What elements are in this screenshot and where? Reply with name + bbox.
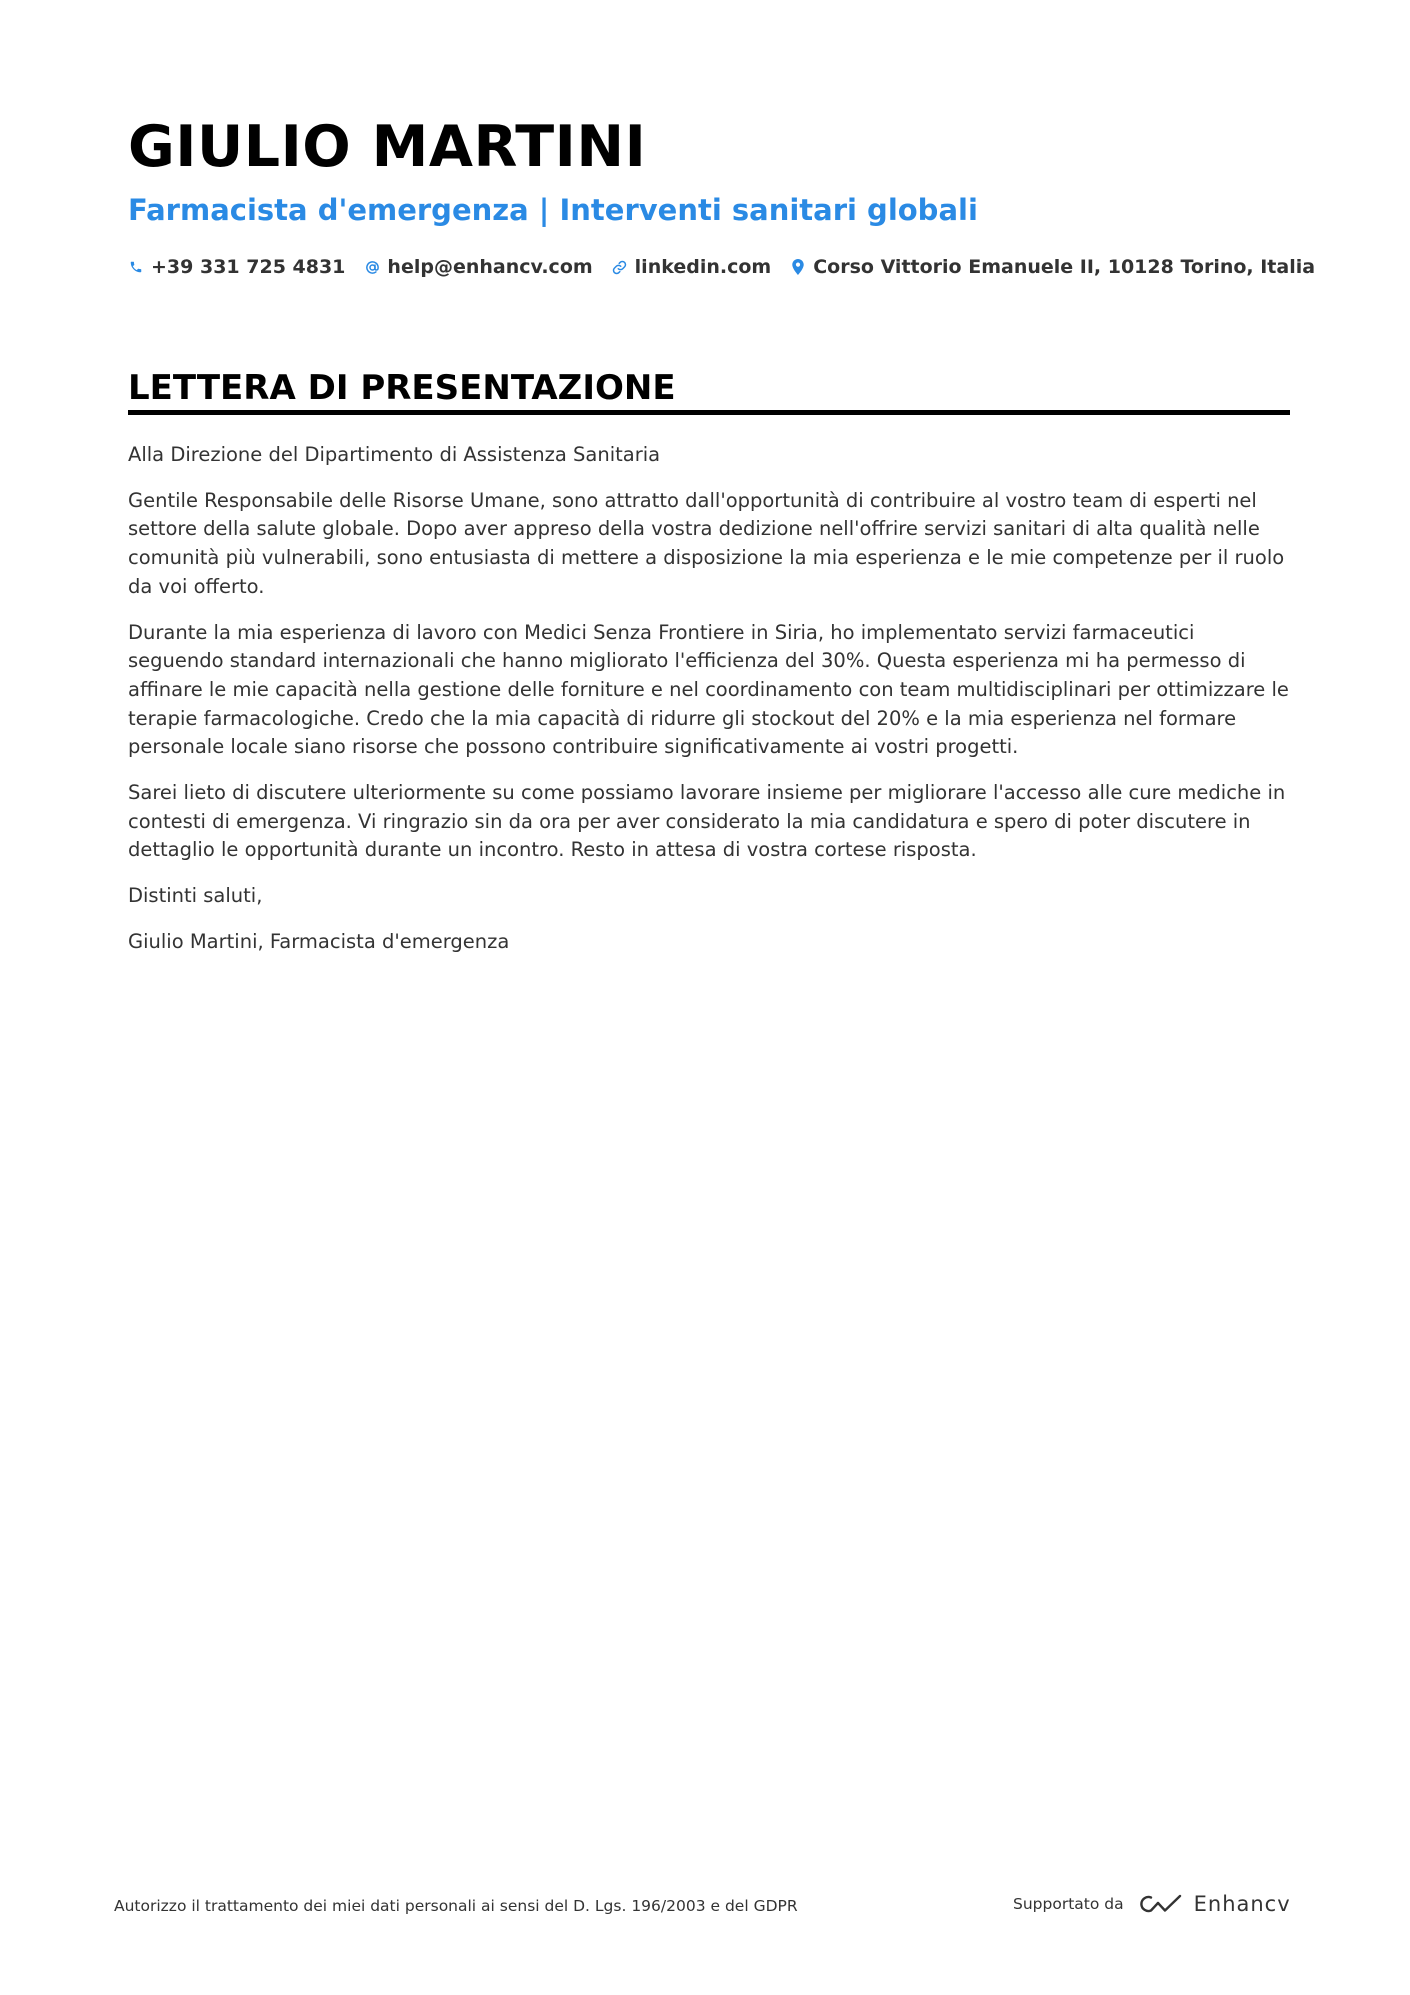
enhancv-logo-icon bbox=[1136, 1892, 1184, 1916]
email-text[interactable]: help@enhancv.com bbox=[387, 256, 593, 278]
contact-address bbox=[790, 256, 1315, 278]
powered-by[interactable] bbox=[1013, 1888, 1291, 1920]
candidate-title: Farmacista d'emergenza | Interventi sanitari globali bbox=[128, 193, 978, 227]
phone-icon bbox=[128, 258, 144, 276]
letter-recipient: Alla Direzione del Dipartimento di Assistenza Sanitaria bbox=[128, 443, 661, 466]
at-icon bbox=[364, 258, 380, 276]
privacy-consent-note: Autorizzo il trattamento dei miei dati personali ai sensi del D. Lgs. 196/2003 e del GDPR bbox=[114, 1897, 798, 1915]
contact-linkedin[interactable] bbox=[612, 256, 772, 278]
linkedin-text[interactable]: linkedin.com bbox=[634, 256, 772, 278]
letter-paragraph: Sarei lieto di discutere ulteriormente su come possiamo lavorare insieme per migliorare l'accesso alle cure mediche in contesti di emergenza. Vi ringrazio sin da ora per aver considerato la mia candidatura e spero di poter discutere in dettaglio le opportunità durante un incontro. Resto in attesa di vostra cortese risposta. bbox=[128, 781, 1286, 862]
letter-signature: Giulio Martini, Farmacista d'emergenza bbox=[128, 929, 510, 953]
section-divider bbox=[128, 410, 1290, 415]
contact-email[interactable] bbox=[364, 256, 592, 278]
contact-bar bbox=[128, 253, 1315, 281]
contact-phone bbox=[128, 256, 345, 278]
phone-text: +39 331 725 4831 bbox=[151, 256, 346, 278]
section-title: LETTERA DI PRESENTAZIONE bbox=[128, 368, 676, 408]
candidate-name: GIULIO MARTINI bbox=[128, 114, 647, 180]
address-text: Corso Vittorio Emanuele II, 10128 Torino, Italia bbox=[813, 256, 1316, 278]
location-pin-icon bbox=[790, 258, 806, 276]
letter-paragraph: Gentile Responsabile delle Risorse Umane, sono attratto dall'opportunità di contribuire al vostro team di esperti nel settore della salute globale. Dopo aver appreso della vostra dedizione nell'offrire servizi sanitari di alta qualità nelle comunità più vulnerabili, sono entusiasta di mettere a disposizione la mia esperienza e le mie competenze per il ruolo da voi offerto. bbox=[128, 488, 1285, 598]
letter-paragraph: Durante la mia esperienza di lavoro con Medici Senza Frontiere in Siria, ho implementato servizi farmaceutici seguendo standard internazionali che hanno migliorato l'efficienza del 30%. Questa esperienza mi ha permesso di affinare le mie capacità nella gestione delle forniture e nel coordinamento con team multidisciplinari per ottimizzare le terapie farmacologiche. Credo che la mia capacità di ridurre gli stockout del 20% e la mia esperienza nel formare personale locale siano risorse che possono contribuire significativamente ai vostri progetti. bbox=[128, 620, 1289, 759]
link-icon bbox=[612, 258, 628, 276]
brand-name: Enhancv bbox=[1193, 1892, 1291, 1916]
letter-body bbox=[128, 441, 1290, 974]
letter-closing: Distinti saluti, bbox=[128, 884, 263, 908]
powered-by-label: Supportato da bbox=[1013, 1895, 1124, 1913]
